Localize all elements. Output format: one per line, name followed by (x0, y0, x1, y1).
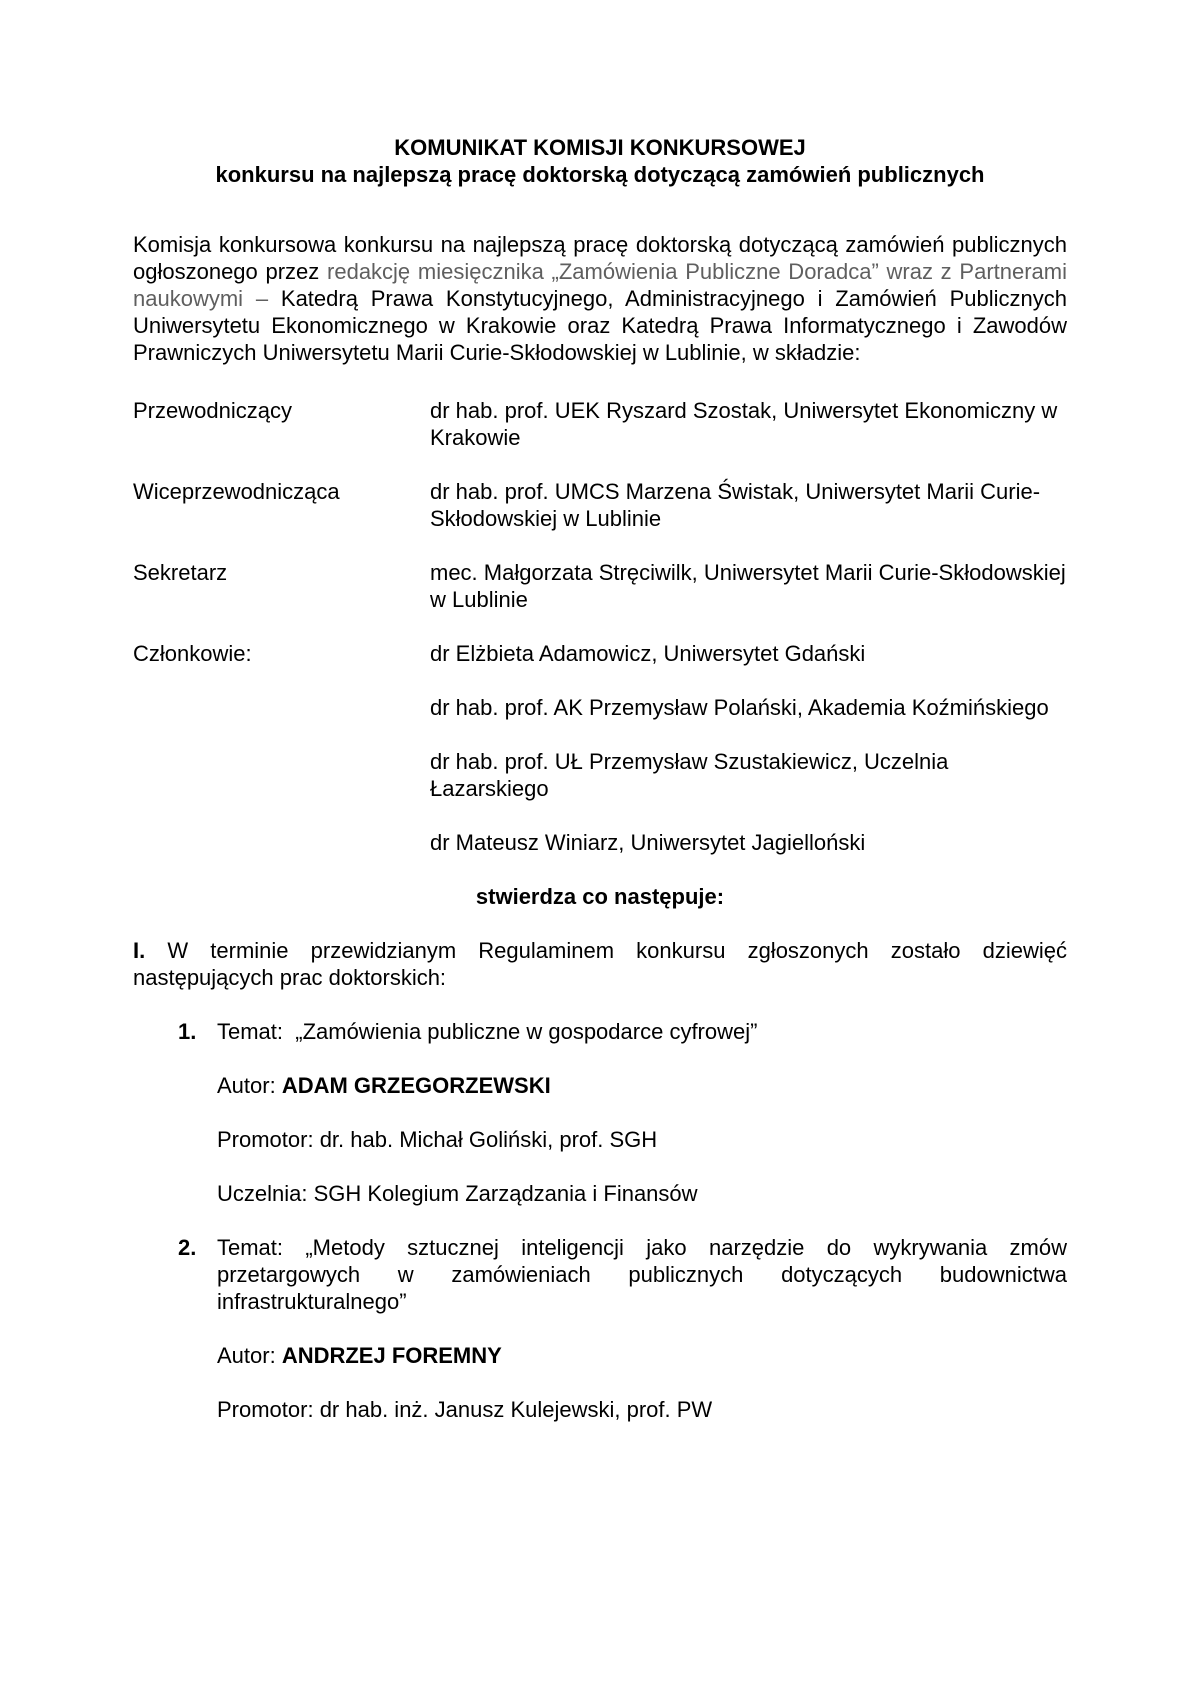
committee-role: Przewodniczący (133, 398, 292, 423)
thesis-author-line (133, 1072, 1067, 1099)
committee-member: dr hab. prof. AK Przemysław Polański, Akademia Koźmińskiego (430, 695, 1049, 720)
author-label: Autor: (217, 1073, 282, 1098)
committee-row-member-3 (133, 748, 1067, 802)
statement-heading: stwierdza co następuje: (475, 884, 725, 909)
thesis-topic-text: Temat: „Zamówienia publiczne w gospodarce cyfrowej” (217, 1019, 758, 1044)
committee-member: dr Mateusz Winiarz, Uniwersytet Jagielloński (430, 830, 866, 855)
committee-row-vice-chairman (133, 478, 1067, 532)
document-title-line2: konkursu na najlepszą pracę doktorską dotyczącą zamówień publicznych (215, 162, 985, 187)
thesis-promoter-line: Promotor: dr. hab. Michał Goliński, prof. SGH (217, 1127, 658, 1152)
thesis-number: 1. (178, 1019, 197, 1044)
intro-text-part1: Komisja konkursowa konkursu na najlepszą pracę doktorską dotyczącą zamówień publicznych ogłoszonego przez (133, 232, 1067, 284)
committee-member: mec. Małgorzata Stręciwilk, Uniwersytet Marii Curie-Skłodowskiej w Lublinie (430, 560, 1066, 612)
committee-role: Sekretarz (133, 560, 228, 585)
committee-row-member-4 (133, 829, 1067, 856)
section-i-paragraph (133, 937, 1067, 991)
thesis-university-line: Uczelnia: SGH Kolegium Zarządzania i Finansów (217, 1181, 698, 1206)
thesis-promoter-line: Promotor: dr hab. inż. Janusz Kulejewski, prof. PW (217, 1397, 713, 1422)
author-name: ANDRZEJ FOREMNY (281, 1343, 502, 1368)
intro-text-muted: redakcję miesięcznika „Zamówienia Publiczne Doradca” wraz z Partnerami naukowymi – (133, 259, 1067, 311)
thesis-topic (133, 1018, 1067, 1045)
thesis-entry-2 (133, 1234, 1067, 1423)
committee-role: Wiceprzewodnicząca (133, 479, 340, 504)
section-i-numeral: I. (133, 938, 146, 963)
committee-role: Członkowie: (133, 641, 252, 666)
intro-paragraph (133, 231, 1067, 366)
committee-role (133, 829, 430, 856)
committee-row-secretary (133, 559, 1067, 613)
thesis-topic-text: Temat: „Metody sztucznej inteligencji jako narzędzie do wykrywania zmów przetargowych w zamówieniach publicznych dotyczących budownictwa infrastrukturalnego” (217, 1235, 1067, 1314)
committee-role (133, 694, 430, 721)
committee-list (133, 397, 1067, 856)
committee-member: dr hab. prof. UŁ Przemysław Szustakiewicz, Uczelnia Łazarskiego (430, 749, 949, 801)
author-name: ADAM GRZEGORZEWSKI (281, 1073, 551, 1098)
section-i-text: W terminie przewidzianym Regulaminem konkursu zgłoszonych zostało dziewięć następujących prac doktorskich: (133, 938, 1067, 990)
intro-text-part3: Katedrą Prawa Konstytucyjnego, Administracyjnego i Zamówień Publicznych Uniwersytetu Ekonomicznego w Krakowie oraz Katedrą Prawa Informatycznego i Zawodów Prawniczych Uniwersytetu Marii Curie-Skłodowskiej w Lublinie, w składzie: (133, 286, 1067, 365)
document-header (133, 134, 1067, 188)
committee-member: dr hab. prof. UMCS Marzena Świstak, Uniwersytet Marii Curie-Skłodowskiej w Lublinie (430, 479, 1041, 531)
committee-row-member-1 (133, 640, 1067, 667)
thesis-entry-1 (133, 1018, 1067, 1207)
thesis-number: 2. (178, 1235, 197, 1260)
thesis-topic (133, 1234, 1067, 1315)
committee-row-member-2 (133, 694, 1067, 721)
committee-row-chairman (133, 397, 1067, 451)
thesis-author-line (133, 1342, 1067, 1369)
committee-member: dr Elżbieta Adamowicz, Uniwersytet Gdański (430, 641, 866, 666)
author-label: Autor: (217, 1343, 282, 1368)
committee-role (133, 748, 430, 802)
document-title-line1: KOMUNIKAT KOMISJI KONKURSOWEJ (394, 135, 806, 160)
committee-member: dr hab. prof. UEK Ryszard Szostak, Uniwersytet Ekonomiczny w Krakowie (430, 398, 1058, 450)
